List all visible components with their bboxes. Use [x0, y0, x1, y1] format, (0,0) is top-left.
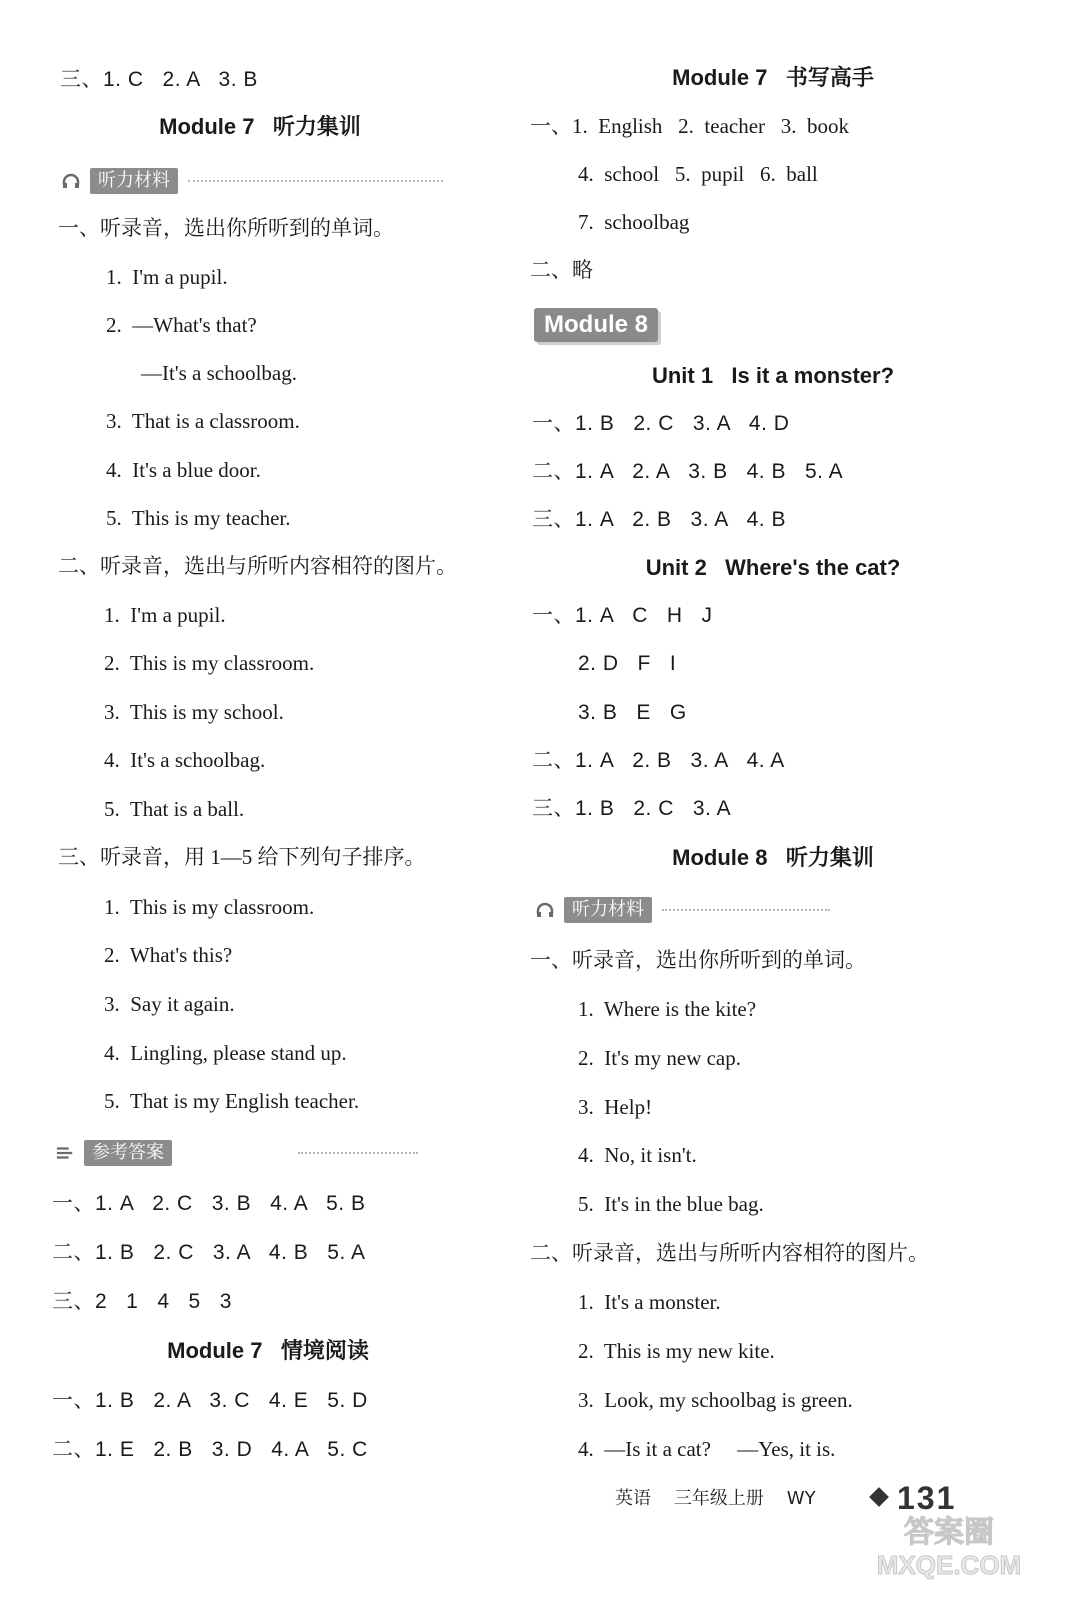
answer-line: 二、略: [530, 258, 593, 282]
transcript-line: 5. That is a ball.: [104, 797, 245, 821]
transcript-line: 5. That is my English teacher.: [104, 1089, 360, 1113]
section-tag-answers: [56, 1140, 418, 1166]
answer-line: 3. B E G: [578, 701, 687, 724]
transcript-line: 2. It's my new cap.: [578, 1046, 741, 1070]
dotted-divider: [662, 909, 830, 911]
watermark-text: 答案圈: [904, 1515, 994, 1550]
transcript-line: 5. This is my teacher.: [106, 506, 291, 530]
transcript-line: 1. I'm a pupil.: [106, 265, 228, 289]
transcript-line: 3. This is my school.: [104, 700, 284, 724]
question-title: 一、听录音，选出你所听到的单词。: [58, 216, 394, 240]
transcript-line: 4. No, it isn't.: [578, 1143, 697, 1167]
headphones-icon: [62, 172, 80, 190]
section-tag-label: 听力材料: [564, 897, 652, 923]
answer-line: 三、1. C 2. A 3. B: [60, 68, 258, 91]
transcript-line: 4. It's a schoolbag.: [104, 748, 266, 772]
answer-line: 三、1. B 2. C 3. A: [532, 797, 732, 820]
transcript-line: 4. —Is it a cat? —Yes, it is.: [578, 1437, 836, 1461]
transcript-line: 3. Help!: [578, 1095, 653, 1119]
transcript-line: 3. That is a classroom.: [106, 409, 300, 433]
module-badge: Module 8: [534, 308, 658, 342]
transcript-line: 2. —What's that?: [106, 313, 257, 337]
unit-heading: Unit 1 Is it a monster?: [651, 363, 895, 388]
answer-line: 二、1. E 2. B 3. D 4. A 5. C: [52, 1438, 368, 1461]
transcript-line: 1. Where is the kite?: [578, 997, 757, 1021]
page-footer: 英语 三年级上册 WY: [615, 1488, 816, 1509]
question-title: 三、听录音，用 1—5 给下列句子排序。: [58, 845, 426, 869]
answer-line: 二、1. A 2. A 3. B 4. B 5. A: [532, 460, 844, 483]
answer-key-icon: [56, 1144, 74, 1162]
section-heading: Module 7 听力集训: [159, 114, 361, 139]
answer-line: 一、1. English 2. teacher 3. book: [530, 114, 850, 138]
unit-heading: Unit 2 Where's the cat?: [645, 555, 901, 580]
transcript-line: 3. Look, my schoolbag is green.: [578, 1388, 853, 1412]
answer-line: 一、1. A 2. C 3. B 4. A 5. B: [52, 1192, 366, 1215]
page-number: 131: [897, 1480, 957, 1516]
answer-line: 三、1. A 2. B 3. A 4. B: [532, 508, 786, 531]
headphones-icon: [536, 901, 554, 919]
section-heading: Module 7 书写高手: [672, 65, 874, 90]
section-tag-listening: [536, 897, 830, 923]
transcript-line: —It's a schoolbag.: [141, 361, 298, 385]
answer-line: 一、1. A C H J: [532, 604, 713, 627]
transcript-line: 3. Say it again.: [104, 992, 235, 1016]
transcript-line: 2. This is my classroom.: [104, 651, 315, 675]
question-title: 一、听录音，选出你所听到的单词。: [530, 948, 866, 972]
transcript-line: 2. This is my new kite.: [578, 1339, 775, 1363]
section-tag-label: 听力材料: [90, 168, 178, 194]
footer-diamond: [869, 1487, 889, 1507]
watermark-logo: [830, 1510, 1068, 1580]
transcript-line: 4. It's a blue door.: [106, 458, 261, 482]
section-tag-listening: [62, 168, 443, 194]
answer-line: 一、1. B 2. C 3. A 4. D: [532, 412, 790, 435]
transcript-line: 2. What's this?: [104, 943, 233, 967]
transcript-line: 4. Lingling, please stand up.: [104, 1041, 347, 1065]
question-title: 二、听录音，选出与所听内容相符的图片。: [530, 1241, 929, 1265]
watermark-url: MXQE.COM: [876, 1550, 1022, 1580]
answer-line: 三、2 1 4 5 3: [52, 1290, 232, 1313]
transcript-line: 5. It's in the blue bag.: [578, 1192, 764, 1216]
transcript-line: 1. This is my classroom.: [104, 895, 315, 919]
section-heading: Module 8 听力集训: [672, 845, 874, 870]
question-title: 二、听录音，选出与所听内容相符的图片。: [58, 554, 457, 578]
dotted-divider: [188, 180, 443, 182]
answer-line: 4. school 5. pupil 6. ball: [578, 162, 818, 186]
answer-line: 二、1. B 2. C 3. A 4. B 5. A: [52, 1241, 366, 1264]
answer-line: 2. D F I: [578, 652, 677, 675]
answer-line: 一、1. B 2. A 3. C 4. E 5. D: [52, 1389, 368, 1412]
transcript-line: 1. It's a monster.: [578, 1290, 721, 1314]
answer-line: 二、1. A 2. B 3. A 4. A: [532, 749, 785, 772]
dotted-divider: [298, 1152, 418, 1154]
section-tag-label: 参考答案: [84, 1140, 172, 1166]
transcript-line: 1. I'm a pupil.: [104, 603, 226, 627]
section-heading: Module 7 情境阅读: [167, 1338, 369, 1363]
answer-line: 7. schoolbag: [578, 210, 690, 234]
